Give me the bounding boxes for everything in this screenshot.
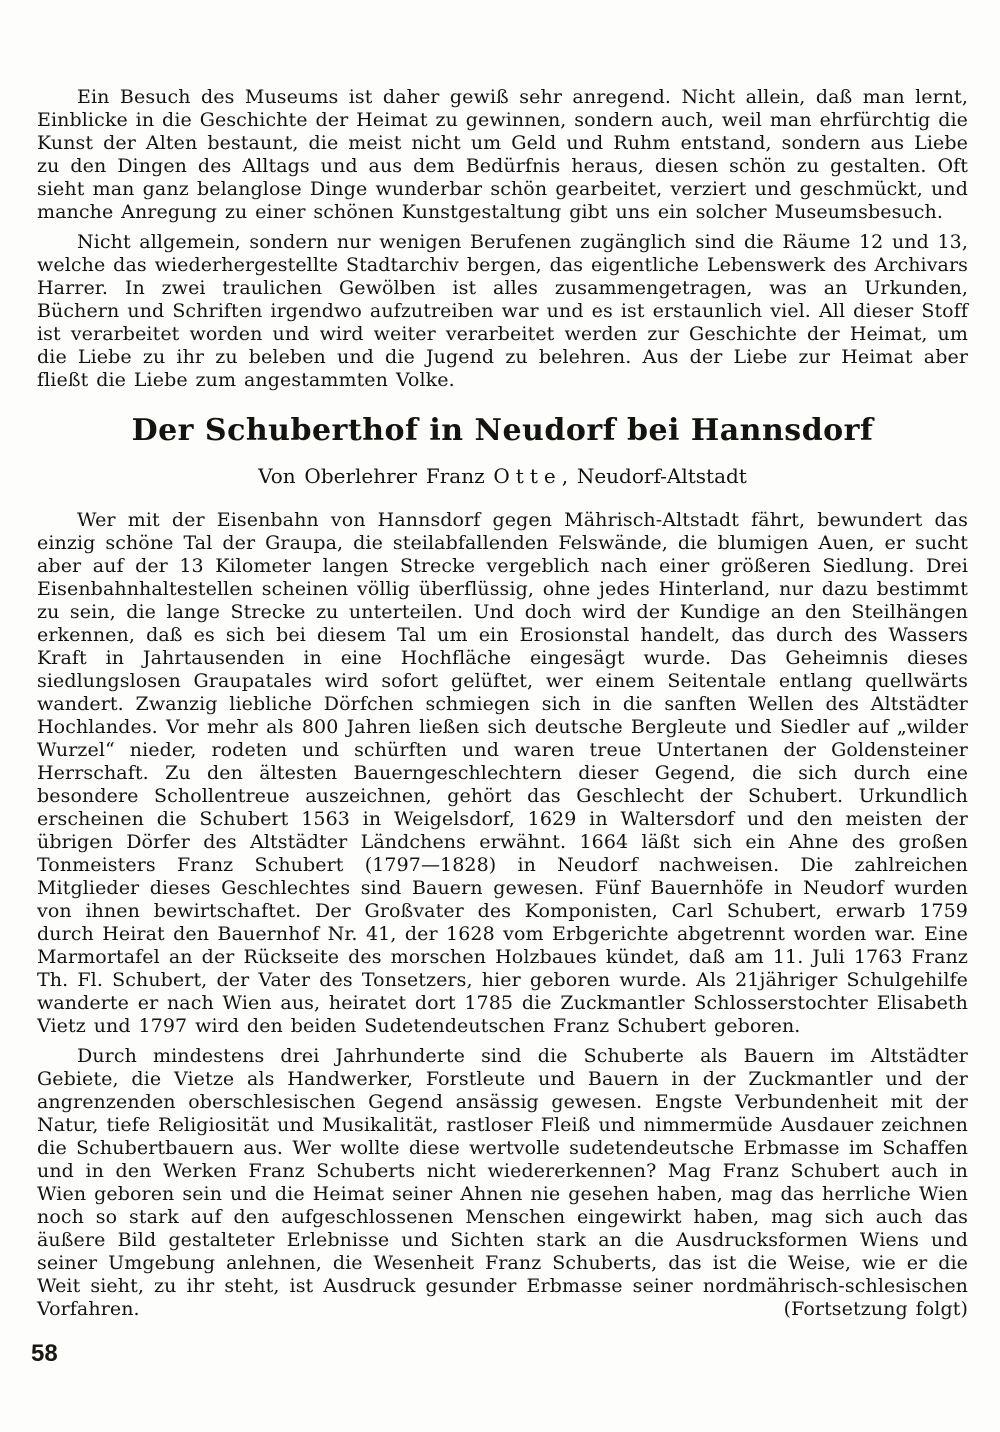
article-byline — [37, 464, 968, 488]
page-number: 58 — [31, 1340, 58, 1367]
lead-paragraph-archive: Nicht allgemein, sondern nur wenigen Berufenen zugänglich sind die Räume 12 und 13, welche das wiederhergestellte Stadtarchiv bergen, das eigentliche Lebenswerk des Archivars Harrer. In zwei traulichen Gewölben ist alles zusammengetragen, was an Urkunden, Büchern und Schriften irgendwo aufzutreiben war und es ist erstaunlich viel. All dieser Stoff ist verarbeitet worden und wird weiter verarbeitet werden zur Geschichte der Heimat, um die Liebe zu ihr zu beleben und die Jugend zu belehren. Aus der Liebe zur Heimat aber fließt die Liebe zum angestammten Volke. — [37, 231, 968, 391]
article-title: Der Schuberthof in Neudorf bei Hannsdorf — [131, 413, 874, 448]
main-paragraph-schubert-history: Wer mit der Eisenbahn von Hannsdorf gegen Mährisch-Altstadt fährt, bewundert das einzig schöne Tal der Graupa, die steilabfallenden Felswände, die blumigen Auen, er sucht aber auf der 13 Kilometer langen Strecke vergeblich nach einer größeren Siedlung. Drei Eisenbahnhaltestellen scheinen völlig überflüssig, ohne jedes Hinterland, nur dazu bestimmt zu sein, die lange Strecke zu unterteilen. Und doch wird der Kundige an den Steilhängen erkennen, daß es sich bei diesem Tal um ein Erosionstal handelt, das durch des Wassers Kraft in Jahrtausenden in eine Hochfläche eingesägt wurde. Das Geheimnis dieses siedlungslosen Graupatales wird sofort gelüftet, wer einem Seitentale entlang quellwärts wandert. Zwanzig liebliche Dörfchen schmiegen sich in die sanften Wellen des Altstädter Hochlandes. Vor mehr als 800 Jahren ließen sich deutsche Bergleute und Siedler auf „wilder Wurzel“ nieder, rodeten und schürften und waren treue Untertanen der Goldensteiner Herrschaft. Zu den ältesten Bauerngeschlechtern dieser Gegend, die sich durch eine besondere Schollentreue auszeichnen, gehört das Geschlecht der Schubert. Urkundlich erscheinen die Schubert 1563 in Weigelsdorf, 1629 in Waltersdorf und den meisten der übrigen Dörfer des Altstädter Ländchens erwähnt. 1664 läßt sich ein Ahne des großen Tonmeisters Franz Schubert (1797—1828) in Neudorf nachweisen. Die zahlreichen Mitglieder dieses Geschlechtes sind Bauern gewesen. Fünf Bauernhöfe in Neudorf wurden von ihnen bewirtschaftet. Der Großvater des Komponisten, Carl Schubert, erwarb 1759 durch Heirat den Bauernhof Nr. 41, der 1628 vom Erbgerichte abgetrennt worden war. Eine Marmortafel an der Rückseite des morschen Holzbaues kündet, daß am 11. Juli 1763 Franz Th. Fl. Schubert, der Vater des Tonsetzers, hier geboren wurde. Als 21jähriger Schulgehilfe wanderte er nach Wien aus, heiratet dort 1785 die Zuckmantler Schlosserstochter Elisabeth Vietz und 1797 wird den beiden Sudetendeutschen Franz Schubert geboren. — [37, 509, 968, 1037]
continuation-note: (Fortsetzung folgt) — [783, 1298, 968, 1320]
main-article-section — [37, 413, 968, 1321]
lead-article-section — [37, 86, 968, 392]
byline-author-name: Otte — [493, 464, 562, 488]
paragraph-text: Durch mindestens drei Jahrhunderte sind die Schuberte als Bauern im Altstädter Gebiete, die Vietze als Handwerker, Forstleute und Bauern in der Zuckmantler und der angrenzenden oberschlesischen Gegend ansässig gewesen. Engste Verbundenheit mit der Natur, tiefe Religiosität und Musikalität, rastloser Fleiß und nimmermüde Ausdauer zeichnen die Schubertbauern aus. Wer wollte diese wertvolle sudetendeutsche Erbmasse im Schaffen und in den Werken Franz Schuberts nicht wiedererkennen? Mag Franz Schubert auch in Wien geboren sein und die Heimat seiner Ahnen nie gesehen haben, mag das herrliche Wien noch so stark auf den aufgeschlossenen Menschen eingewirkt haben, mag sich auch das äußere Bild gestalteter Erlebnisse und Sichten stark an die Ausdrucksformen Wiens und seiner Umgebung anlehnen, die Wesenheit Franz Schuberts, das ist die Weise, wie er die Weit sieht, zu ihr steht, ist Ausdruck gesunder Erbmasse seiner nordmährisch-schlesischen Vorfahren. — [37, 1045, 968, 1320]
byline-suffix: , Neudorf-Altstadt — [561, 464, 747, 488]
byline-prefix: Von Oberlehrer Franz — [258, 464, 485, 488]
lead-paragraph-museum: Ein Besuch des Museums ist daher gewiß sehr anregend. Nicht allein, daß man lernt, Einblicke in die Geschichte der Heimat zu gewinnen, sondern auch, weil man ehrfürchtig die Kunst der Alten bestaunt, die meist nicht um Geld und Ruhm entstand, sondern aus Liebe zu den Dingen des Alltags und aus dem Bedürfnis heraus, diesen schön zu gestalten. Oft sieht man ganz belanglose Dinge wunderbar schön gearbeitet, verziert und geschmückt, und manche Anregung zu einer schönen Kunstgestaltung gibt uns ein solcher Museumsbesuch. — [37, 86, 968, 223]
text-column — [37, 86, 968, 1321]
main-paragraph-heritage — [37, 1045, 968, 1321]
